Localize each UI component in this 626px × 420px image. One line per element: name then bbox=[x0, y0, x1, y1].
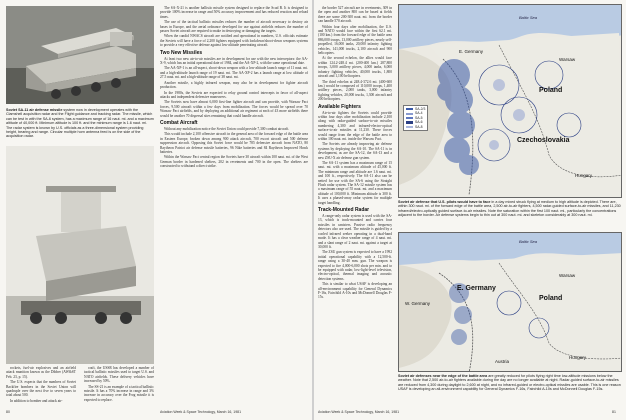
paragraph: The use of the tactical ballistic missiles reduces the number of aircraft necessary to destroy air bases in Europe, and the aerial ordnance developed for use against airfields reduces the number of passes Soviet aircraft are required to make in destroying or damaging the targets. bbox=[160, 20, 308, 34]
paragraph: The U.S. expects that the numbers of Soviet Backfire bombers in the Soviet Union will quadruple over the next five to seven years to total about 500. bbox=[6, 380, 76, 398]
paragraph: A range-only radar system is used with the SA-13, which is track-mounted and carries four missiles in canisters. Passive radio frequency detectors also are used. The missile is guided by a cooled infrared seeker operating in a dual-band mode. It has a clear weather range of 4 naut. mi. and a slant range of 2 naut. mi. against a target at 30,000 ft. bbox=[318, 214, 392, 249]
paragraph: Without any mobilization notice the Soviet Union could provide 7,300 combat aircraft. bbox=[164, 126, 290, 131]
map1-legend bbox=[403, 105, 428, 131]
paragraph: The ZSU gun system is expected to have a 1992 initial operational capability with a 12,500-ft. range using a 30-40 mm. gun. The weapon is expected to fire 4,000-6,000 shots per min. and to be equipped with radar, low-light-level television, electro-optical, thermal imaging and acoustic detection systems. bbox=[318, 250, 392, 281]
paragraph: The Soviets are already improving air defense systems by deploying the SA-10. The SA-11 is in development, as are the SA-12, the SA-13 and a new ZSU-X air defense gun system. bbox=[318, 142, 392, 160]
legend-swatch bbox=[406, 126, 413, 128]
paragraph: rockets, fuel-air explosives and an airfield attack munition known as the Dibber (AW&ST Feb. 23, p. 15). bbox=[6, 366, 76, 379]
map1-egermany-label: E. Germany bbox=[459, 49, 484, 54]
legend-label: SA-6 bbox=[415, 120, 423, 125]
caption-body: system now in development operates with the Clamshell acquisition radar and the Flight guidance and tracking radar. The missile, which can be test in with the SA-6 system, has a maximum range of 16 naut. mi. and a maximum altitude of 40,000 ft. Minimum altitude is 100 ft. and the minimum range is 1.6 naut. mi. The radar system is known by U.S. officials as a three-dimensional system providing height, bearing and range. Circular multiple horn antenna feed is on the side of the acquisition radar. bbox=[6, 108, 154, 139]
paragraph: The SS-21 is an example of a tactical ballistic missile. It has a 70% increase in range and 3% increase in accuracy over the Frog missile it is expected to replace. bbox=[84, 384, 154, 402]
right-footer: Aviation Week & Space Technology, March 16, 1981 bbox=[318, 410, 400, 414]
left-folio: 80 bbox=[6, 410, 10, 414]
paragraph: craft, the USSR has developed a number of tactical ballistic missiles used to target U.S. and NATO airfields. These delivery vehicles have increased by 50%. bbox=[84, 366, 154, 384]
radar-illustration bbox=[6, 146, 154, 364]
legend-label: SA-4 bbox=[415, 111, 423, 116]
paragraph: This is similar to what USAF is developing an all-environment capability for General Dynamics F-16s, Fairchild A-10s and McDonnell Douglas F-15s. bbox=[318, 282, 392, 300]
caption-body: in a day mixed struck flying at medium to high altitude is depicted. There are, within 300 naut. mi. of the forward edge of the battle area, 2,500 air-to-air fighters, 4,500 radar-guided surface-to-air missiles, and 11,230 infrared/electro-optically guided surface-to-air missiles. Note the saturation within the first 100 naut. mi., particularly the concentrations adjacent to the border. Air defense systems begin to thin out at 300 naut. mi. and skeleton considerably at 300 naut. mi. bbox=[398, 200, 621, 218]
map2-baltic-label: Baltic Sea bbox=[519, 239, 538, 244]
legend-row bbox=[406, 125, 425, 129]
map2-poland-label: Poland bbox=[539, 295, 563, 302]
top-photo-caption bbox=[6, 108, 154, 142]
legend-swatch bbox=[406, 121, 413, 123]
paragraph: The SA-11 system has a maximum range of 15 naut. mi. with a maximum altitude of 45,000 ft. The minimum range and altitude are 1.6 naut. mi. and 100 ft., respectively. The SA-11 also can be netted for use with the SA-6 using the Straight Flush radar system. The SA-12 missile system has a maximum range of 55 naut. mi. and a maximum altitude of 100,000 ft. Minimum altitude is 300 ft. It uses a phased-array radar system for multiple target handling. bbox=[318, 161, 392, 205]
legend-swatch bbox=[406, 113, 413, 115]
legend-swatch bbox=[406, 117, 413, 119]
left-column-3 bbox=[160, 6, 308, 406]
map2-wgermany-label: W. Germany bbox=[405, 301, 431, 306]
paragraph: the border 527 aircraft are in revetments, 309 in the open and another 800 can be based at fields there are some 200-300 naut. mi. from the border can handle 570 aircraft. bbox=[318, 6, 392, 24]
subhead-two-new-missiles: Two New Missiles bbox=[160, 49, 203, 56]
sa11-launcher-photo bbox=[6, 6, 154, 104]
subhead-combat-aircraft: Combat Aircraft bbox=[160, 119, 198, 126]
right-page bbox=[314, 0, 626, 420]
paragraph: Within four days after mobilization, the U.S. and NATO would face within the first 62.1 mi. (100 km.) from the forward edge of the battle area 886,000 troops, 13,000 artillery pieces, nearly self-propelled, 16,000 tanks, 20,000 infantry fighting vehicles, 141,000 trucks, 2,100 aircraft and 900 helicopters. bbox=[318, 24, 392, 56]
air-defense-map-day bbox=[398, 4, 622, 198]
left-footer: Aviation Week & Space Technology, March 16, 1981 bbox=[160, 410, 242, 414]
subhead-track-mounted-radar: Track-Mounted Radar bbox=[318, 207, 370, 214]
paragraph: This would include 2,100 offensive aircraft in the general area of the forward edge of the battle area in Eastern Europe, broken down among 900 attack aircraft, 700 escort aircraft and 500 defense suppression aircraft. Opposing this Soviet force would be 785 defensive aircraft from NATO, 80 Raytheon Patriot air defense missile batteries, 96 Nike batteries and 84 Raytheon Improved Hawk batteries. bbox=[160, 132, 308, 154]
launcher-illustration bbox=[6, 6, 154, 104]
map1-poland-label: Poland bbox=[539, 87, 563, 94]
paragraph: The Soviets now have almost 6,000 first-line fighter aircraft and can provide, with Warsaw Pact forces, 9,500 aircraft within a few days from mobilization. The forces would be spread over 70 Warsaw Pact airfields, and by deploying an additional air regiment at each of 43 more airfields there would be another 70 dispersal sites remaining that could handle aircraft. bbox=[160, 100, 308, 118]
paragraph: Air-to-air fighters the Soviets could provide within four days after mobilization include 2,100 along with radar-guided surface-to-air missiles numbering 4,300 and infrared-electro-optical surface-to-air missiles at 11,230. These forces would range from the edge of the battle area to within 100 naut. mi. inside the Warsaw Pact. bbox=[318, 110, 392, 141]
map-day-terrain bbox=[399, 5, 622, 198]
map-night-terrain bbox=[399, 233, 622, 372]
legend-swatch bbox=[406, 108, 413, 110]
map2-hungary-label: Hungary bbox=[569, 355, 587, 360]
paragraph: At least two new air-to-air missiles are in development for use with the new interceptors: the AA-X-9, which has an initial operational date of 1984, and the AA-XP-2, with the same operational date. bbox=[160, 56, 308, 66]
legend-label: SA-2/3 bbox=[415, 107, 426, 111]
paragraph: The AA-XP-1 is an all-aspect, shoot-down weapon with a low-altitude launch range of 11 naut. mi. and a high-altitude launch range of 19 naut. mi. The AA-XP-2 has a launch range at low altitude of 27.5 naut. mi. and a high-altitude range of 38 naut. mi. bbox=[160, 66, 308, 80]
map1-caption bbox=[398, 200, 622, 230]
air-defense-map-night bbox=[398, 232, 622, 372]
legend-label: SA-5 bbox=[415, 115, 423, 120]
paragraph: In the 1980s, the Soviets are expected to relay ground control intercepts in favor of all-aspect attacks and independent defensive maneuvers. bbox=[160, 90, 308, 99]
map1-hungary-label: Hungary bbox=[575, 173, 593, 178]
left-column-1 bbox=[6, 366, 76, 418]
caption-lead: Soviet air defenses near the edge of the battle area bbox=[398, 374, 488, 378]
paragraph: The SA-X-21 is another ballistic missile system designed to replace the Scud B. It is designed to provide 100% increase in range and 50% accuracy improvement and has reduced reaction and reload times. bbox=[160, 6, 308, 19]
right-folio: 81 bbox=[612, 410, 616, 414]
map1-baltic-label: Baltic Sea bbox=[519, 15, 538, 20]
left-column-2 bbox=[84, 366, 154, 418]
caption-body: are greatly reduced for pilots flying right time low-altitude missions below the weather. Note that 2,500 air-to-air fighters available during the day are no longer available at night. Radar-guided surface-to-air missiles are reduced from 4,300 during daylight to 2,600 at night, and no infrared-guided or electro-optical missiles are usable. This is one reason USAF is developing an all-environment capability for General Dynamics F-16s, Fairchild A-10s and McDonnell Douglas F-15s. bbox=[398, 374, 621, 392]
paragraph: The third echelon at 248.4-372.6 mi. (400-600 km.) would be composed of 110,000 troops, 1,400 artillery pieces, 2,000 tanks, 3,000 infantry fighting vehicles, 20,000 trucks, 1,300 aircraft and 200 helicopters. bbox=[318, 79, 392, 102]
map2-egermany-label: E. Germany bbox=[457, 285, 496, 292]
caption-lead: Soviet air defense that U.S. pilots would have to face bbox=[398, 200, 491, 204]
paragraph: In addition to bomber and attack air- bbox=[10, 398, 63, 403]
radar-vehicle-photo bbox=[6, 146, 154, 364]
paragraph: Within the Warsaw Pact central region the Soviets have 30 aircraft within 100 naut. mi. of the West German border in hardened shelters, 202 in revetments and 700 in the open. The shelters are constructed to withstand a direct strike. bbox=[160, 155, 308, 169]
caption-lead: Soviet SA-11 air defense missile bbox=[6, 108, 63, 112]
map2-caption bbox=[398, 374, 622, 406]
map2-warsaw-label: Warsaw bbox=[559, 273, 576, 278]
paragraph: At the second echelon, the allies would face within 124.2-248.4 mi. (200-400 km.) 287,800 troops, 3,000 artillery pieces, 4,000 tanks, 6,000 infantry fighting vehicles, 40,000 trucks, 1,800 aircraft and 1,100 helicopters. bbox=[318, 56, 392, 79]
paragraph: Another missile, a highly infrared weapon, may also be in development for fighter aircraft production. bbox=[160, 80, 308, 90]
paragraph: When the candid NWACS aircraft are notified and operational in numbers, U.S. officials estimate the Soviets will have a force of 2,200 fighters equipped with lookdown/shoot-down weapons systems to provide a very effective defense against low-altitude penetrating aircraft. bbox=[160, 34, 308, 48]
map2-austria-label: Austria bbox=[495, 359, 510, 364]
left-page bbox=[0, 0, 312, 420]
subhead-available-fighters: Available Fighters bbox=[318, 103, 361, 110]
right-column-1 bbox=[318, 6, 392, 406]
legend-label: SA-8 bbox=[415, 124, 423, 129]
map1-warsaw-label: Warsaw bbox=[559, 57, 576, 62]
map1-czech-label: Czechoslovakia bbox=[517, 137, 570, 144]
